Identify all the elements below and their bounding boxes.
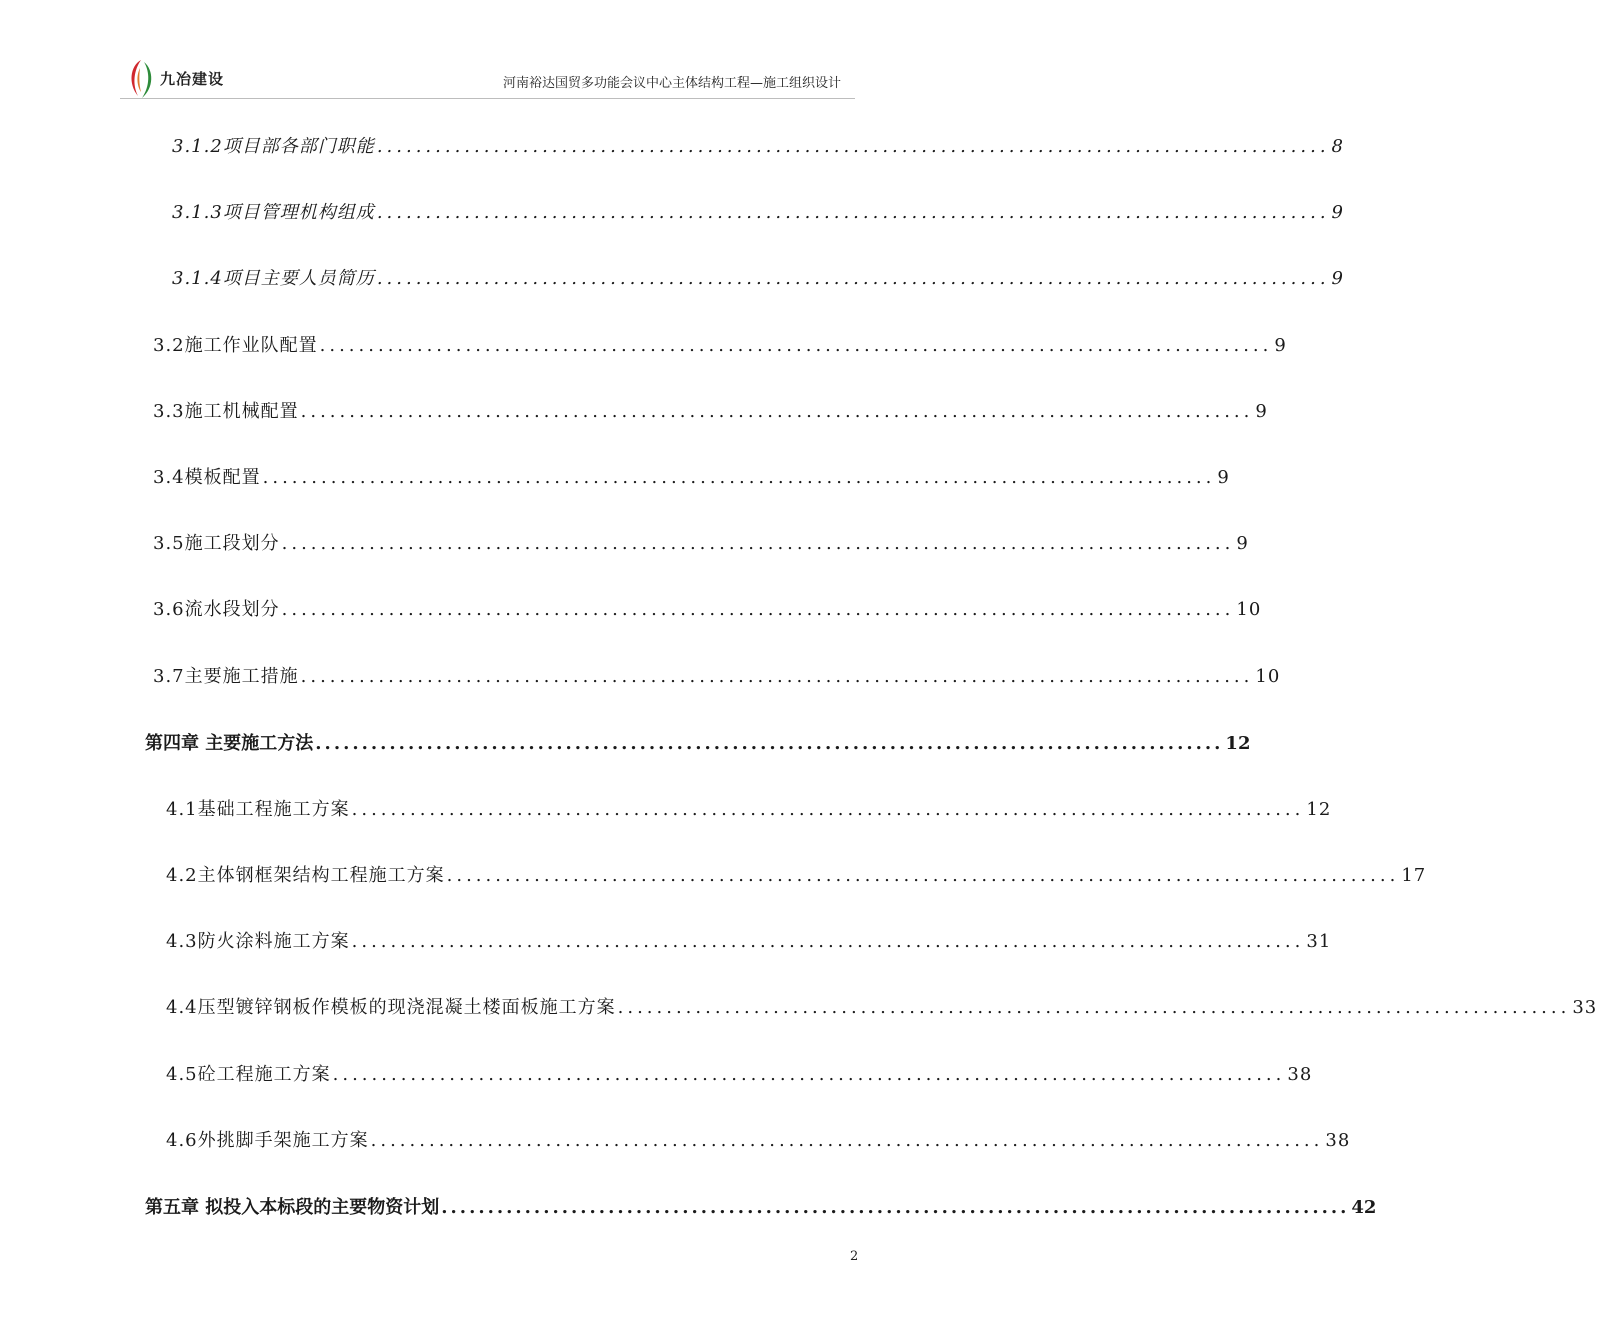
company-name: 九冶建设 bbox=[160, 70, 225, 88]
toc-entry-title: 4.3防火涂料施工方案 bbox=[166, 931, 350, 952]
toc-entry-page: 9 bbox=[1274, 335, 1287, 356]
toc-entry-4-2[interactable] bbox=[166, 861, 1427, 889]
toc-entry-page: 9 bbox=[1331, 202, 1344, 223]
toc-entry-title: 4.1基础工程施工方案 bbox=[166, 799, 350, 820]
dot-leader: .................................................................................................. bbox=[446, 865, 1400, 886]
toc-entry-page: 12 bbox=[1306, 799, 1332, 820]
dot-leader: .................................................................................................. bbox=[300, 666, 1254, 687]
toc-entry-title: 3.1.4项目主要人员简历 bbox=[172, 268, 375, 289]
toc-entry-page: 33 bbox=[1572, 997, 1597, 1018]
toc-entry-title: 3.1.3项目管理机构组成 bbox=[172, 202, 375, 223]
dot-leader: .................................................................................................. bbox=[617, 997, 1571, 1018]
toc-entry-page: 42 bbox=[1351, 1197, 1377, 1218]
dot-leader: .................................................................................................. bbox=[376, 202, 1330, 223]
dot-leader: .................................................................................................. bbox=[376, 268, 1330, 289]
dot-leader: .................................................................................................. bbox=[319, 335, 1273, 356]
toc-entry-page: 12 bbox=[1225, 733, 1251, 754]
dot-leader: .................................................................................................. bbox=[370, 1130, 1324, 1151]
toc-entry-3-4[interactable] bbox=[153, 463, 1230, 491]
toc-entry-3-5[interactable] bbox=[153, 529, 1249, 557]
dot-leader: .................................................................................................. bbox=[262, 467, 1216, 488]
toc-entry-page: 9 bbox=[1331, 268, 1344, 289]
dot-leader: .................................................................................................. bbox=[332, 1064, 1286, 1085]
toc-entry-title: 4.4压型镀锌钢板作模板的现浇混凝土楼面板施工方案 bbox=[166, 997, 616, 1018]
toc-entry-page: 9 bbox=[1217, 467, 1230, 488]
toc-entry-3-1-2[interactable] bbox=[172, 132, 1344, 160]
toc-chapter-4[interactable] bbox=[145, 729, 1251, 757]
toc-entry-title: 第五章 拟投入本标段的主要物资计划 bbox=[145, 1197, 440, 1218]
dot-leader: .................................................................................................. bbox=[300, 401, 1254, 422]
toc-entry-page: 10 bbox=[1236, 599, 1262, 620]
toc-entry-title: 4.6外挑脚手架施工方案 bbox=[166, 1130, 369, 1151]
dot-leader: .................................................................................................. bbox=[315, 733, 1224, 754]
toc-entry-page: 38 bbox=[1325, 1130, 1351, 1151]
toc-entry-4-6[interactable] bbox=[166, 1126, 1351, 1154]
toc-entry-page: 38 bbox=[1287, 1064, 1313, 1085]
toc-entry-4-3[interactable] bbox=[166, 927, 1332, 955]
toc-entry-title: 3.4模板配置 bbox=[153, 467, 261, 488]
toc-entry-title: 3.6流水段划分 bbox=[153, 599, 280, 620]
dot-leader: .................................................................................................. bbox=[441, 1197, 1350, 1218]
toc-entry-title: 3.5施工段划分 bbox=[153, 533, 280, 554]
toc-entry-title: 3.1.2项目部各部门职能 bbox=[172, 136, 375, 157]
toc-entry-page: 17 bbox=[1401, 865, 1427, 886]
toc-entry-title: 第四章 主要施工方法 bbox=[145, 733, 314, 754]
toc-entry-3-2[interactable] bbox=[153, 331, 1287, 359]
toc-entry-3-6[interactable] bbox=[153, 595, 1262, 623]
dot-leader: .................................................................................................. bbox=[281, 599, 1235, 620]
toc-entry-title: 3.7主要施工措施 bbox=[153, 666, 299, 687]
dot-leader: .................................................................................................. bbox=[351, 931, 1305, 952]
toc-entry-page: 9 bbox=[1255, 401, 1268, 422]
toc-entry-3-1-3[interactable] bbox=[172, 198, 1344, 226]
toc-chapter-5[interactable] bbox=[145, 1193, 1377, 1221]
document-title: 河南裕达国贸多功能会议中心主体结构工程—施工组织设计 bbox=[502, 76, 841, 91]
dot-leader: .................................................................................................. bbox=[376, 136, 1330, 157]
toc-entry-4-4[interactable] bbox=[166, 993, 1597, 1021]
dot-leader: .................................................................................................. bbox=[351, 799, 1305, 820]
toc-entry-title: 3.2施工作业队配置 bbox=[153, 335, 318, 356]
toc-entry-title: 4.2主体钢框架结构工程施工方案 bbox=[166, 865, 445, 886]
toc-entry-page: 10 bbox=[1255, 666, 1281, 687]
toc-entry-page: 31 bbox=[1306, 931, 1332, 952]
toc-entry-4-5[interactable] bbox=[166, 1060, 1313, 1088]
toc-entry-page: 8 bbox=[1331, 136, 1344, 157]
toc-entry-3-1-4[interactable] bbox=[172, 264, 1344, 292]
toc-entry-page: 9 bbox=[1236, 533, 1249, 554]
toc-entry-4-1[interactable] bbox=[166, 795, 1332, 823]
dot-leader: .................................................................................................. bbox=[281, 533, 1235, 554]
toc-entry-title: 4.5砼工程施工方案 bbox=[166, 1064, 331, 1085]
toc-entry-title: 3.3施工机械配置 bbox=[153, 401, 299, 422]
toc-entry-3-3[interactable] bbox=[153, 397, 1268, 425]
page-number: 2 bbox=[850, 1249, 859, 1264]
toc-entry-3-7[interactable] bbox=[153, 662, 1281, 690]
